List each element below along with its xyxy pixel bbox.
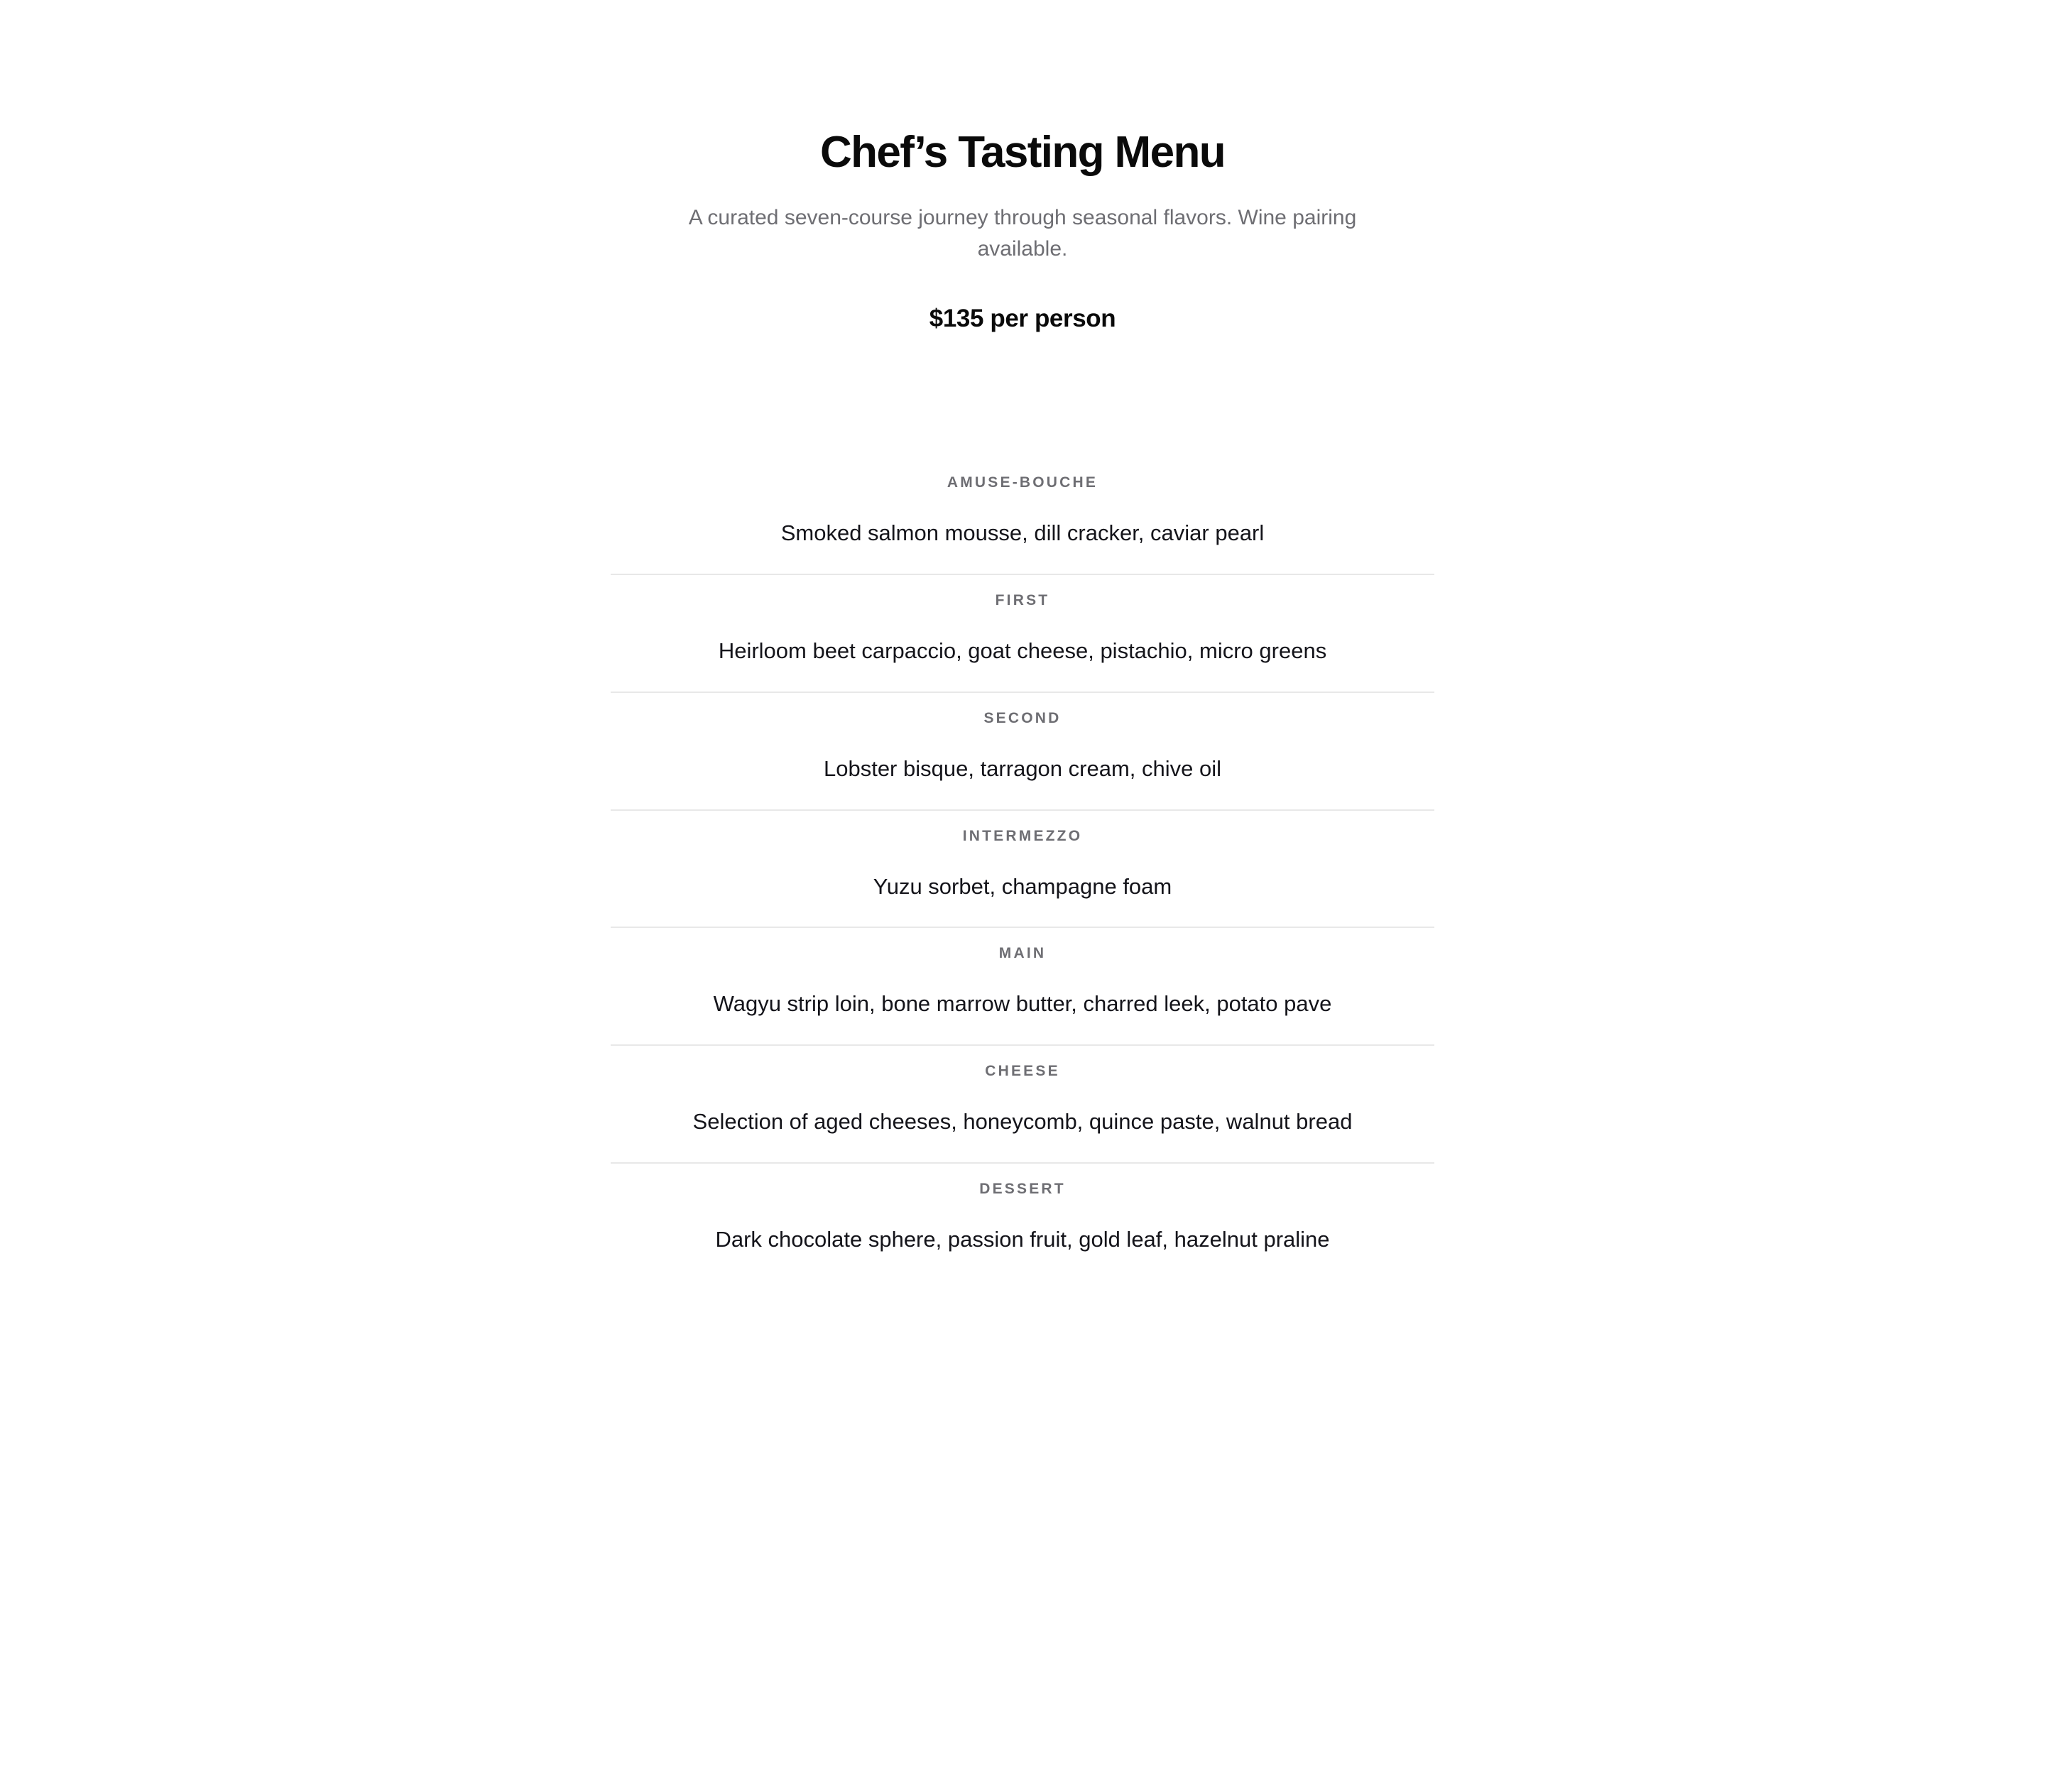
course-label: DESSERT (979, 1181, 1066, 1198)
course-description: Yuzu sorbet, champagne foam (873, 873, 1172, 899)
course-item (611, 575, 1434, 693)
course-description: Heirloom beet carpaccio, goat cheese, pistachio, micro greens (718, 638, 1327, 663)
course-label: INTERMEZZO (962, 827, 1083, 844)
menu-header (611, 128, 1434, 333)
course-label: AMUSE-BOUCHE (947, 474, 1098, 491)
course-item (611, 1164, 1434, 1280)
course-item (611, 811, 1434, 929)
course-description: Dark chocolate sphere, passion fruit, gold leaf, hazelnut praline (715, 1227, 1330, 1252)
course-item (611, 1046, 1434, 1164)
course-description: Selection of aged cheeses, honeycomb, quince paste, walnut bread (692, 1109, 1353, 1135)
menu-subtitle: A curated seven-course journey through seasonal flavors. Wine pairing available. (688, 206, 1357, 261)
course-description: Smoked salmon mousse, dill cracker, caviar pearl (780, 520, 1265, 546)
course-item (611, 693, 1434, 811)
menu-price: $135 per person (929, 305, 1116, 333)
course-label: CHEESE (985, 1063, 1060, 1080)
course-list (611, 457, 1434, 1280)
course-item (611, 928, 1434, 1046)
course-description: Lobster bisque, tarragon cream, chive oil (823, 755, 1221, 781)
course-label: MAIN (998, 945, 1047, 962)
course-description: Wagyu strip loin, bone marrow butter, charred leek, potato pave (713, 991, 1332, 1017)
course-label: SECOND (983, 709, 1062, 726)
course-label: FIRST (995, 591, 1050, 608)
menu-container (611, 128, 1434, 1443)
bottom-spacer (611, 1280, 1434, 1443)
page-title: Chef’s Tasting Menu (819, 128, 1226, 177)
course-item (611, 457, 1434, 575)
